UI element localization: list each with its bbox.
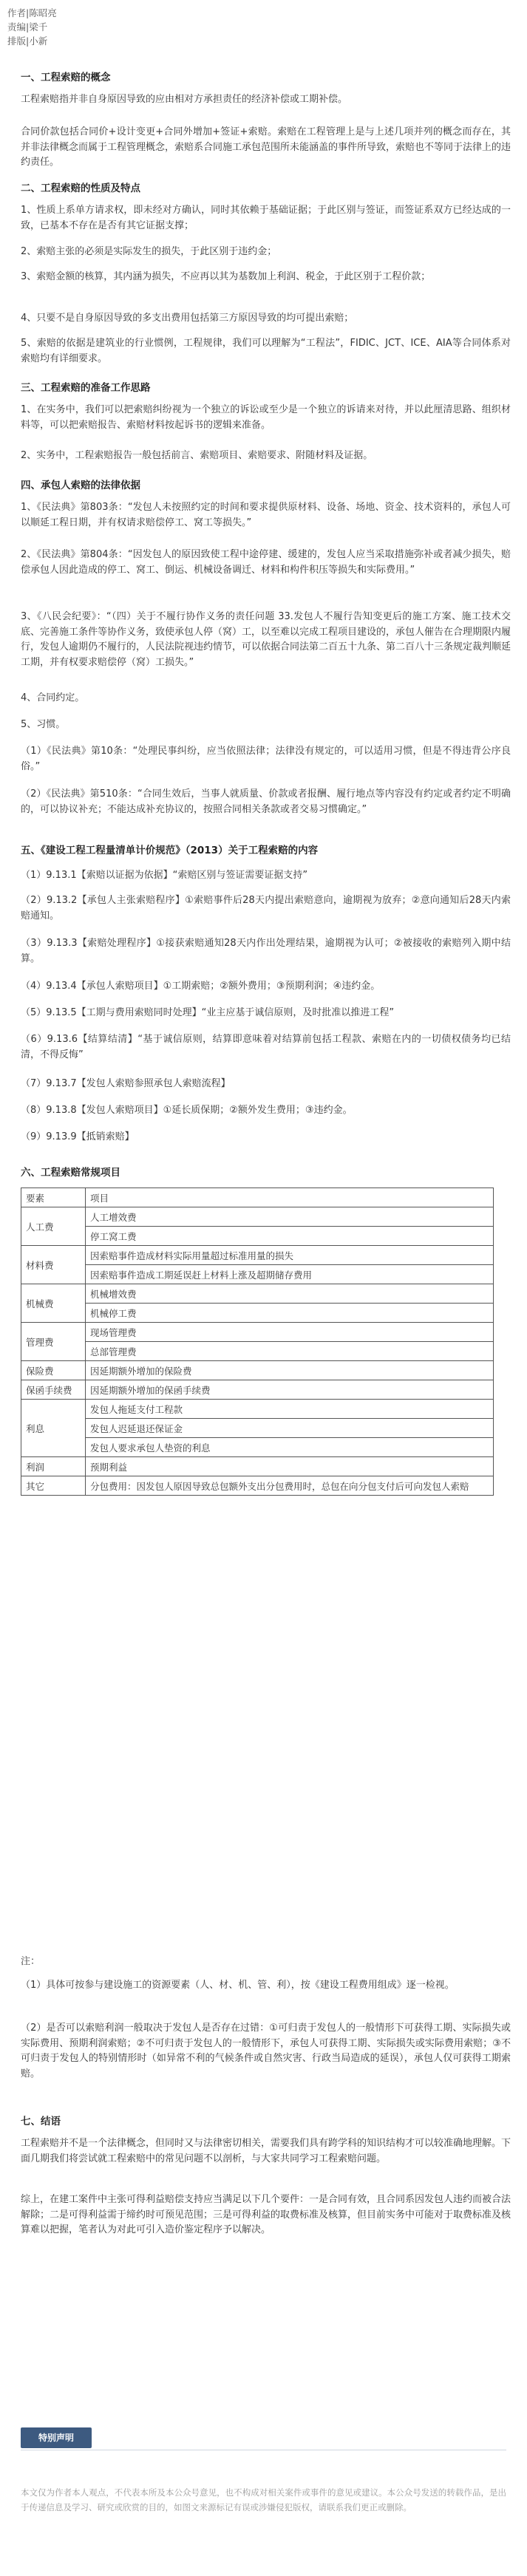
table-row: [21, 1476, 494, 1496]
table-row: [21, 1207, 494, 1227]
paragraph: 3、《八民会纪要》：“（四）关于不履行协作义务的责任问题 33.发包人不履行告知变更后的施工方案、施工技术交底、完善施工条件等协作义务，致使承包人停（窝）工，以至难以完成工程项目建设的，承包人催告在合理期限内履行，发包人逾期仍不履行的，人民法院视违约情节，可以依据合同法第二百五十九条、第二百八十三条规定裁判顺延工期，并有权要求赔偿停（窝）工损失。”: [21, 611, 511, 668]
element-cell: 材料费: [21, 1246, 86, 1284]
item-cell: 分包费用：因发包人原因导致总包额外支出分包费用时，总包在向分包支付后可向发包人索赔: [86, 1476, 494, 1496]
paragraph: 综上，在建工案件中主张可得利益赔偿支持应当满足以下几个要件：一是合同有效，且合同系因发包人违约而被合法解除；二是可得利益需于缔约时可预见范围；三是可得利益的取费标准及核算，但目前实务中可能对于取费标准及核算难以把握，笔者认为对此可引入造价鉴定程序予以解决。: [21, 2194, 511, 2235]
paragraph: 2、索赔主张的必须是实际发生的损失，于此区别于违约金；: [21, 246, 277, 257]
item-cell: 发包人拖延支付工程款: [86, 1400, 494, 1419]
layout-line: 排版|小新: [7, 35, 48, 47]
paragraph: 5、习惯。: [21, 719, 66, 730]
table-row: [21, 1227, 494, 1246]
byline: [7, 6, 57, 48]
paragraph: （9）9.13.9【抵销索赔】: [21, 1131, 135, 1142]
section-heading: 三、工程索赔的准备工作思路: [21, 382, 151, 394]
section-heading: 一、工程索赔的概念: [21, 72, 111, 84]
section-heading: 六、工程索赔常规项目: [21, 1167, 120, 1179]
paragraph: （6）9.13.6【结算结清】“基于诚信原则，结算即意味着对结算前包括工程款、索赔在内的一切债权债务均已结清，不得反悔”: [21, 1034, 511, 1060]
paragraph: 工程索赔并不是一个法律概念，但同时又与法律密切相关，需要我们具有跨学科的知识结构才可以较准确地理解。下面几期我们将尝试就工程索赔中的常见问题不以剖析，与大家共同学习工程索赔问题。: [21, 2138, 511, 2164]
table-row: [21, 1400, 494, 1419]
paragraph: （1）《民法典》第10条：“处理民事纠纷，应当依照法律；法律没有规定的，可以适用习惯，但是不得违背公序良俗。”: [21, 746, 511, 772]
paragraph: （3）9.13.3【索赔处理程序】①接获索赔通知28天内作出处理结果，逾期视为认可；②被接收的索赔列入期中结算。: [21, 938, 511, 964]
paragraph: （2）是否可以索赔利润一般取决于发包人是否存在过错：①可归责于发包人的一般情形下可获得工期、实际损失或实际费用、预期利润索赔；②不可归责于发包人的一般情形下，承包人可获得工期、实际损失或实际费用索赔；③不可归责于发包人的特别情形时（如异常不利的气候条件或自然灾害、行政当局造成的延误），承包人仅可获得工期索赔。: [21, 2023, 511, 2079]
table-row: [21, 1380, 494, 1400]
paragraph: （1）9.13.1【索赔以证据为依据】“索赔区别与签证需要证据支持”: [21, 870, 308, 881]
section-heading: 五、《建设工程工程量清单计价规范》（2013）关于工程索赔的内容: [21, 845, 319, 856]
statement-tag: 特别声明: [21, 2427, 92, 2448]
item-cell: 预期利益: [86, 1457, 494, 1476]
item-cell: 因延期额外增加的保函手续费: [86, 1380, 494, 1400]
paragraph: 3、索赔金额的核算，其内涵为损失，不应再以其为基数加上利润、税金，于此区别于工程价款；: [21, 271, 431, 282]
paragraph: 4、合同约定。: [21, 692, 85, 703]
paragraph: 2、《民法典》第804条：“因发包人的原因致使工程中途停建、缓建的，发包人应当采取措施弥补或者减少损失，赔偿承包人因此造成的停工、窝工、倒运、机械设备调迁、材料和构件积压等损失和实际费用。”: [21, 549, 511, 576]
section-heading: 七、结语: [21, 2116, 61, 2127]
element-cell: 利息: [21, 1400, 86, 1457]
paragraph: （1）具体可按参与建设施工的资源要素（人、材、机、管、利），按《建设工程费用组成》逐一检视。: [21, 1980, 455, 1991]
paragraph: （4）9.13.4【承包人索赔项目】①工期索赔；②额外费用；③预期利润；④违约金。: [21, 981, 381, 992]
item-cell: 现场管理费: [86, 1323, 494, 1342]
table-row: [21, 1265, 494, 1284]
section-heading: 二、工程索赔的性质及特点: [21, 183, 140, 194]
paragraph: 2、实务中，工程索赔报告一般包括前言、索赔项目、索赔要求、附随材料及证据。: [21, 450, 373, 461]
disclaimer-text: 本文仅为作者本人观点，不代表本所及本公众号意见，也不构成对相关案件或事件的意见或建议。本公众号发送的转载作品，是出于传递信息及学习、研究或欣赏的目的，如图文来源标记有误或涉嫌侵犯版权，请联系我们更正或删除。: [21, 2487, 506, 2512]
item-cell: 因索赔事件造成材料实际用量超过标准用量的损失: [86, 1246, 494, 1265]
item-cell: 因索赔事件造成工期延误赶上材料上涨及超期储存费用: [86, 1265, 494, 1284]
table-row: [21, 1323, 494, 1342]
element-cell: 其它: [21, 1476, 86, 1496]
paragraph: 5、索赔的依据是建筑业的行业惯例，工程规律，我们可以理解为“工程法”，FIDIC、JCT、ICE、AIA等合同体系对索赔均有详细要求。: [21, 338, 511, 364]
table-row: [21, 1284, 494, 1304]
element-cell: 管理费: [21, 1323, 86, 1361]
table-header-cell: 项目: [86, 1188, 494, 1207]
paragraph: （8）9.13.8【发包人索赔项目】①延长质保期；②额外发生费用；③违约金。: [21, 1105, 353, 1116]
section-heading: 四、承包人索赔的法律依据: [21, 480, 140, 491]
item-cell: 因延期额外增加的保险费: [86, 1361, 494, 1380]
item-cell: 机械停工费: [86, 1304, 494, 1323]
table-header-cell: 要素: [21, 1188, 86, 1207]
table-row: [21, 1304, 494, 1323]
table-row: [21, 1457, 494, 1476]
table-row: [21, 1342, 494, 1361]
paragraph: 工程索赔指并非自身原因导致的应由相对方承担责任的经济补偿或工期补偿。: [21, 94, 348, 105]
paragraph: （5）9.13.5【工期与费用索赔同时处理】“业主应基于诚信原则，及时批准以推进工程”: [21, 1007, 395, 1018]
element-cell: 保函手续费: [21, 1380, 86, 1400]
item-cell: 发包人要求承包人垫资的利息: [86, 1438, 494, 1457]
table-row: [21, 1246, 494, 1265]
item-cell: 发包人迟延退还保证金: [86, 1419, 494, 1438]
paragraph: 1、性质上系单方请求权，即未经对方确认，同时其依赖于基础证据；于此区别与签证，而签证系双方已经达成的一致，已基本不存在是否有其它证据支撑；: [21, 205, 511, 231]
paragraph: 注：: [21, 1956, 41, 1967]
item-cell: 停工窝工费: [86, 1227, 494, 1246]
item-cell: 总部管理费: [86, 1342, 494, 1361]
editor-line: 责编|梁千: [7, 21, 48, 33]
claim-items-table: [21, 1188, 494, 1496]
table-row: [21, 1361, 494, 1380]
element-cell: 人工费: [21, 1207, 86, 1246]
item-cell: 机械增效费: [86, 1284, 494, 1304]
table-header-row: [21, 1188, 494, 1207]
element-cell: 机械费: [21, 1284, 86, 1323]
paragraph: 4、只要不是自身原因导致的多支出费用包括第三方原因导致的均可提出索赔；: [21, 313, 354, 324]
element-cell: 保险费: [21, 1361, 86, 1380]
paragraph: 1、《民法典》第803条：“发包人未按照约定的时间和要求提供原材料、设备、场地、资金、技术资料的，承包人可以顺延工程日期，并有权请求赔偿停工、窝工等损失。”: [21, 502, 511, 528]
table-row: [21, 1438, 494, 1457]
item-cell: 人工增效费: [86, 1207, 494, 1227]
paragraph: （7）9.13.7【发包人索赔参照承包人索赔流程】: [21, 1078, 231, 1089]
paragraph: 合同价款包括合同价+设计变更+合同外增加+签证+索赔。索赔在工程管理上是与上述几项并列的概念而存在，其并非法律概念而属于工程管理概念，索赔系合同施工承包范围所未能涵盖的事件所导致，索赔也不等同于法律上的违约责任。: [21, 126, 511, 168]
paragraph: （2）9.13.2【承包人主张索赔程序】①索赔事件后28天内提出索赔意向，逾期视为放弃；②意向通知后28天内索赔通知。: [21, 895, 511, 921]
paragraph: （2）《民法典》第510条：“合同生效后，当事人就质量、价款或者报酬、履行地点等内容没有约定或者约定不明确的，可以协议补充；不能达成补充协议的，按照合同相关条款或者交易习惯确定。”: [21, 788, 511, 815]
table-row: [21, 1419, 494, 1438]
element-cell: 利润: [21, 1457, 86, 1476]
author-line: 作者|陈昭亮: [7, 7, 57, 18]
paragraph: 1、在实务中，我们可以把索赔纠纷视为一个独立的诉讼或至少是一个独立的诉请来对待，并以此厘清思路、组织材料等，可以把索赔报告、索赔材料按起诉书的逻辑来准备。: [21, 404, 511, 431]
